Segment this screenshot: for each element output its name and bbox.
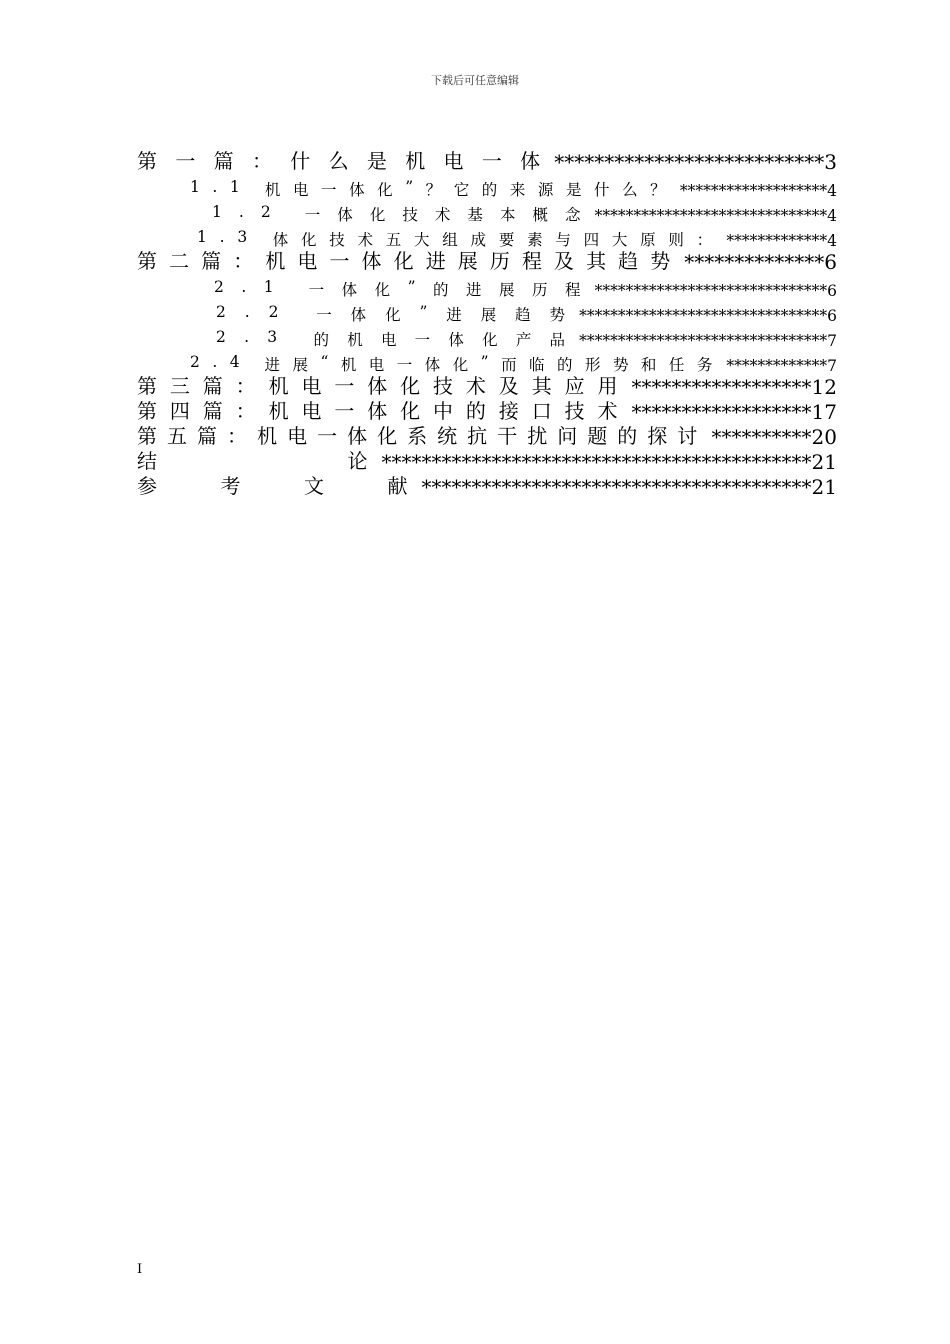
toc-entry[interactable] bbox=[212, 199, 837, 225]
toc-entry-title: 第 五 篇 ： 机 电 一 体 化 系 统 抗 干 扰 问 题 的 探 讨 bbox=[137, 424, 698, 448]
toc-entry-leader: *************************** bbox=[554, 150, 825, 174]
toc-entry[interactable] bbox=[137, 398, 837, 424]
toc-entry-page: 6 bbox=[827, 282, 837, 300]
toc-entry-page: 4 bbox=[827, 207, 837, 225]
toc-entry[interactable] bbox=[190, 349, 837, 375]
toc-entry[interactable] bbox=[137, 473, 837, 499]
toc-entry-title: 1 . 3 体 化 技 术 五 大 组 成 要 素 与 四 大 原 则 ： bbox=[197, 228, 713, 249]
toc-entry-page: 20 bbox=[811, 425, 837, 449]
toc-entry[interactable] bbox=[137, 148, 837, 174]
toc-entry-title: 第 四 篇 ： 机 电 一 体 化 中 的 接 口 技 术 bbox=[137, 399, 618, 423]
toc-entry-page: 7 bbox=[827, 357, 837, 375]
toc-entry-title: 第 一 篇 ： 什 么 是 机 电 一 体 bbox=[137, 149, 541, 173]
toc-entry-leader: ************* bbox=[726, 232, 828, 250]
toc-entry-leader: ********** bbox=[711, 425, 812, 449]
toc-entry-page: 17 bbox=[811, 400, 837, 424]
toc-entry-leader: ****************************** bbox=[594, 282, 828, 300]
toc-entry-leader: ****************** bbox=[631, 375, 812, 399]
toc-entry[interactable] bbox=[137, 248, 837, 274]
toc-entry-page: 4 bbox=[827, 232, 837, 250]
toc-entry[interactable] bbox=[216, 299, 837, 325]
toc-entry-leader: ************** bbox=[684, 250, 825, 274]
toc-entry-page: 6 bbox=[824, 250, 837, 274]
toc-entry-leader: *************************************** bbox=[421, 475, 812, 499]
toc-entry-leader: ************* bbox=[726, 357, 828, 375]
page-header: 下载后可任意编辑 bbox=[431, 74, 519, 87]
toc-entry-leader: ******************************** bbox=[579, 332, 828, 350]
toc-entry[interactable] bbox=[216, 324, 837, 350]
toc-entry-page: 21 bbox=[811, 475, 837, 499]
toc-entry-title: 1 . 2 一 体 化 技 术 基 本 概 念 bbox=[212, 203, 581, 224]
toc-entry[interactable] bbox=[137, 423, 837, 449]
toc-entry[interactable] bbox=[137, 373, 837, 399]
toc-entry-page: 21 bbox=[811, 450, 837, 474]
toc-entry-page: 7 bbox=[827, 332, 837, 350]
toc-entry-page: 4 bbox=[827, 182, 837, 200]
page-number: I bbox=[137, 1262, 143, 1277]
toc-entry-title: 参 考 文 献 bbox=[137, 474, 408, 498]
toc-entry-title: 2 . 4 进 展 “ 机 电 一 体 化 ” 而 临 的 形 势 和 任 务 bbox=[190, 353, 713, 374]
toc-entry-page: 6 bbox=[827, 307, 837, 325]
toc-entry-leader: ****************************** bbox=[594, 207, 828, 225]
toc-entry-title: 第 二 篇 ： 机 电 一 体 化 进 展 历 程 及 其 趋 势 bbox=[137, 249, 671, 273]
toc-entry-page: 3 bbox=[824, 150, 837, 174]
toc-entry-leader: ******************************** bbox=[579, 307, 828, 325]
toc-entry-leader: ****************** bbox=[631, 400, 812, 424]
toc-entry[interactable] bbox=[137, 448, 837, 474]
toc-entry-leader: ******************************************* bbox=[381, 450, 812, 474]
toc-entry-page: 12 bbox=[811, 375, 837, 399]
toc-entry[interactable] bbox=[190, 174, 837, 200]
toc-entry-title: 1 . 1 机 电 一 体 化 ” ？ 它 的 来 源 是 什 么 ？ bbox=[190, 178, 666, 199]
toc-entry-title: 2 . 3 的 机 电 一 体 化 产 品 bbox=[216, 328, 566, 349]
toc-entry-title: 2 . 1 一 体 化 ” 的 进 展 历 程 bbox=[214, 278, 581, 299]
toc-entry-title: 第 三 篇 ： 机 电 一 体 化 技 术 及 其 应 用 bbox=[137, 374, 618, 398]
toc-entry-leader: ******************* bbox=[679, 182, 828, 200]
toc-entry-title: 2 . 2 一 体 化 ” 进 展 趋 势 bbox=[216, 303, 566, 324]
toc-entry[interactable] bbox=[197, 224, 837, 250]
toc-entry[interactable] bbox=[214, 274, 837, 300]
toc-entry-title: 结 论 bbox=[137, 449, 368, 473]
